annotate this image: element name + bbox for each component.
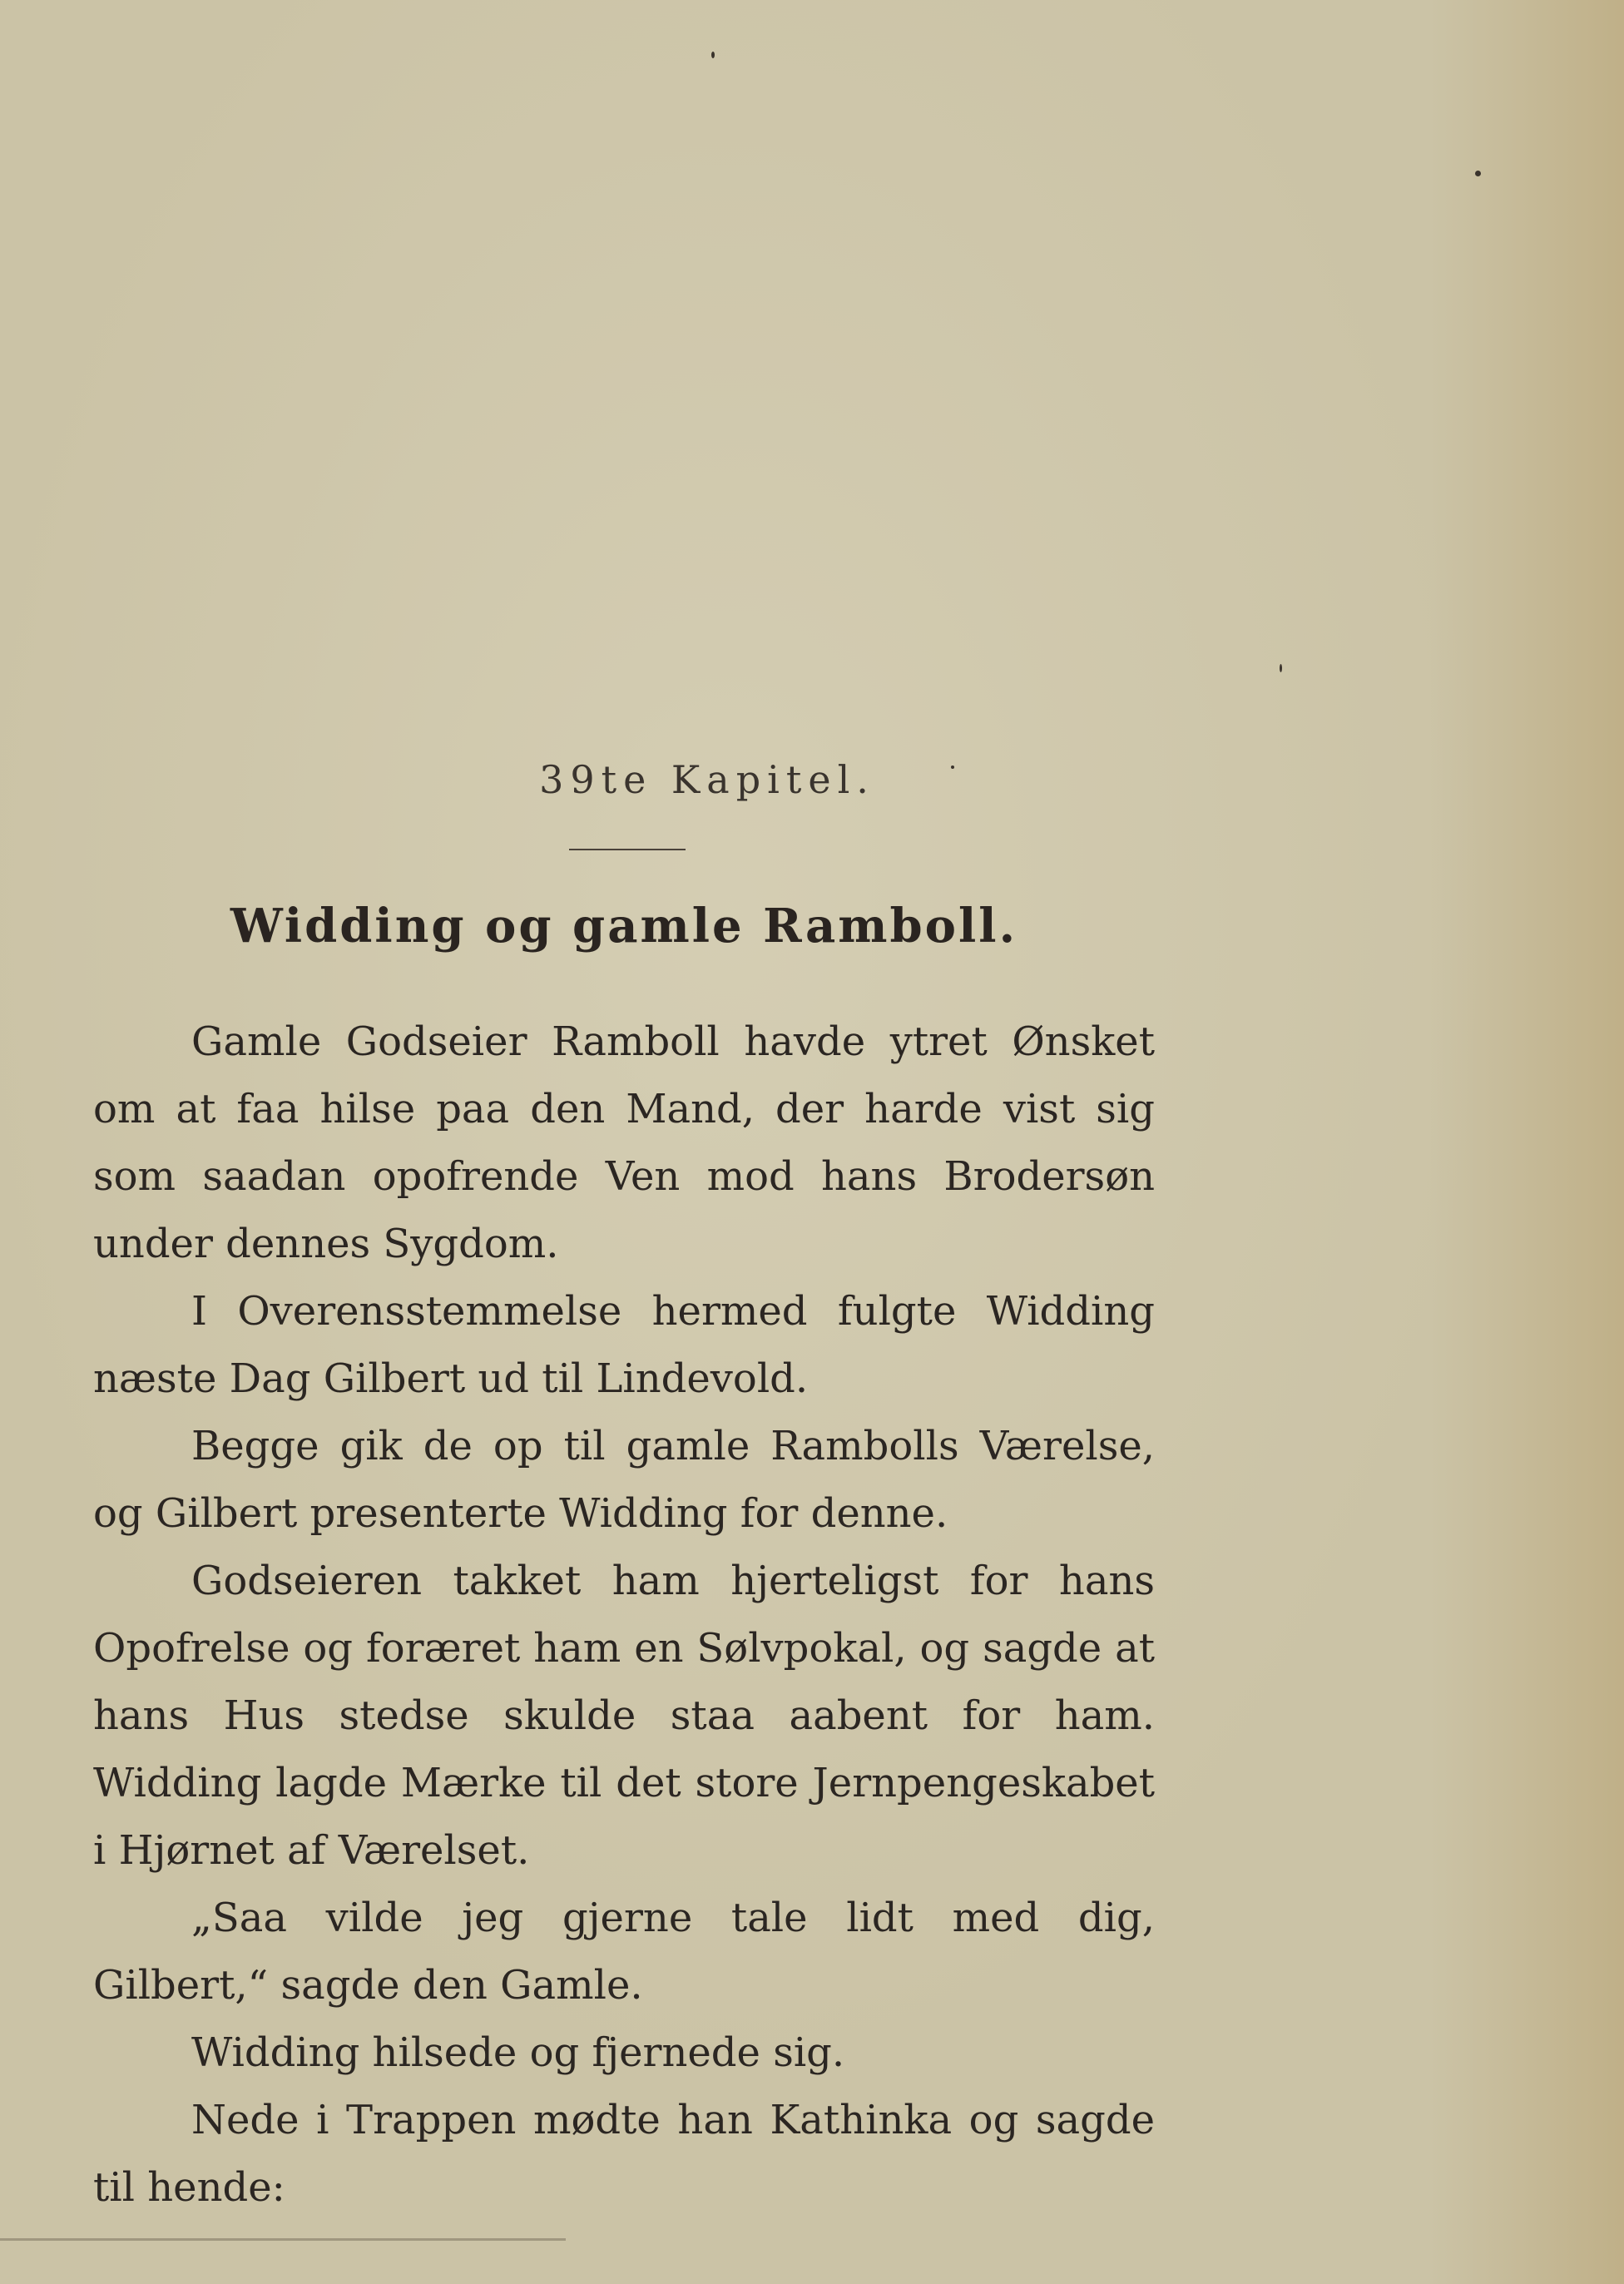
chapter-title: Widding og gamle Ramboll. [230,899,1018,954]
chapter-heading: 39te Kapitel. [539,757,875,802]
paragraph: Godseieren takket ham hjerteligst for hans Opofrelse og foræret ham en Sølvpokal, og sagde at hans Hus stedse skulde staa aabent for ham. Widding lagde Mærke til det store Jernpengeskabet i Hjørnet af Værelset. [93,1558,1155,1874]
ink-speck [711,52,715,58]
ink-speck [1475,171,1481,176]
paragraph: Gamle Godseier Ramboll havde ytret Ønsket om at faa hilse paa den Mand, der harde vist sig som saadan opofrende Ven mod hans Brodersøn under dennes Sygdom. [93,1018,1155,1267]
paragraph: „Saa vilde jeg gjerne tale lidt med dig, Gilbert,“ sagde den Gamle. [93,1895,1155,2009]
paragraph: Nede i Trappen mødte han Kathinka og sagde til hende: [93,2097,1155,2211]
paragraph: I Overensstemmelse hermed fulgte Widding næste Dag Gilbert ud til Lindevold. [93,1288,1155,1402]
heading-divider [569,849,686,850]
page-edge-shadow [0,2238,566,2241]
paragraph: Begge gik de op til gamle Rambolls Værelse, og Gilbert presenterte Widding for denne. [93,1423,1155,1537]
ink-speck [1280,664,1282,672]
body-text [93,1008,1155,2222]
paragraph: Widding hilsede og fjernede sig. [191,2029,845,2076]
